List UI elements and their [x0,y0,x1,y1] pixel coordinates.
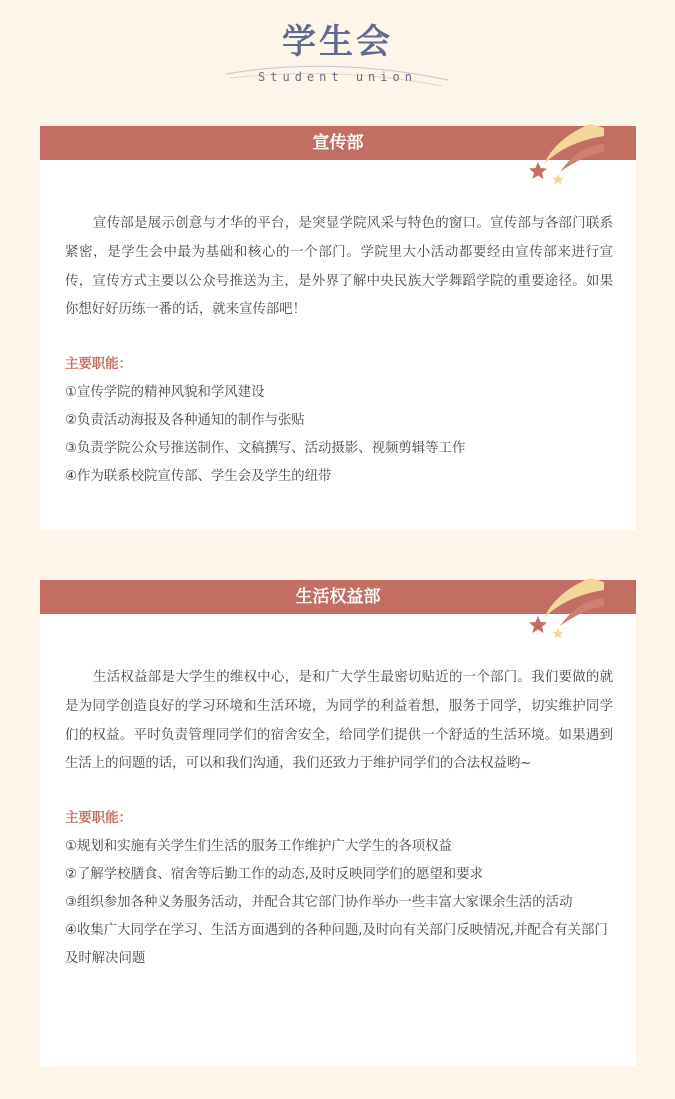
page-subtitle: Student union [258,70,417,84]
shooting-star-icon [526,124,606,188]
duty-item: ③组织参加各种义务服务活动，并配合其它部门协作举办一些丰富大家课余生活的活动 [65,895,573,911]
duty-item: ④收集广大同学在学习、生活方面遇到的各种问题,及时向有关部门反映情况,并配合有关部门及时解决问题 [65,923,608,967]
duty-item: ②负责活动海报及各种通知的制作与张贴 [65,413,305,429]
duties-label: 主要职能： [65,357,132,373]
duty-item: ③负责学院公众号推送制作、文稿撰写、活动摄影、视频剪辑等工作 [65,441,466,457]
duty-item: ②了解学校膳食、宿舍等后勤工作的动态,及时反映同学们的愿望和要求 [65,867,483,883]
duty-item: ④作为联系校院宣传部、学生会及学生的纽带 [65,469,332,485]
duties-label: 主要职能： [65,811,132,827]
department-card-welfare [40,580,636,1066]
duty-list [65,379,613,491]
card-title: 生活权益部 [295,587,381,607]
card-banner [40,580,636,614]
duty-item: ①规划和实施有关学生们生活的服务工作维护广大学生的各项权益 [65,839,452,855]
department-intro: 宣传部是展示创意与才华的平台，是突显学院风采与特色的窗口。宣传部与各部门联系紧密，是学生会中最为基础和核心的一个部门。学院里大小活动都要经由宣传部来进行宣传，宣传方式主要以公众号推送为主，是外界了解中央民族大学舞蹈学院的重要途径。如果你想好好历练一番的话，就来宣传部吧！ [65,216,613,318]
shooting-star-icon [526,578,606,642]
department-card-publicity [40,126,636,530]
card-body [65,664,613,973]
card-banner [40,126,636,160]
page-header [0,0,675,100]
card-body [65,210,613,491]
page-title: 学生会 [282,22,393,62]
duty-item: ①宣传学院的精神风貌和学风建设 [65,385,265,401]
department-intro: 生活权益部是大学生的维权中心，是和广大学生最密切贴近的一个部门。我们要做的就是为同学创造良好的学习环境和生活环境，为同学的利益着想，服务于同学，切实维护同学们的权益。平时负责管理同学们的宿舍安全，给同学们提供一个舒适的生活环境。如果遇到生活上的问题的话，可以和我们沟通，我们还致力于维护同学们的合法权益哟~ [65,670,613,772]
card-title: 宣传部 [312,133,364,153]
duty-list [65,833,613,973]
